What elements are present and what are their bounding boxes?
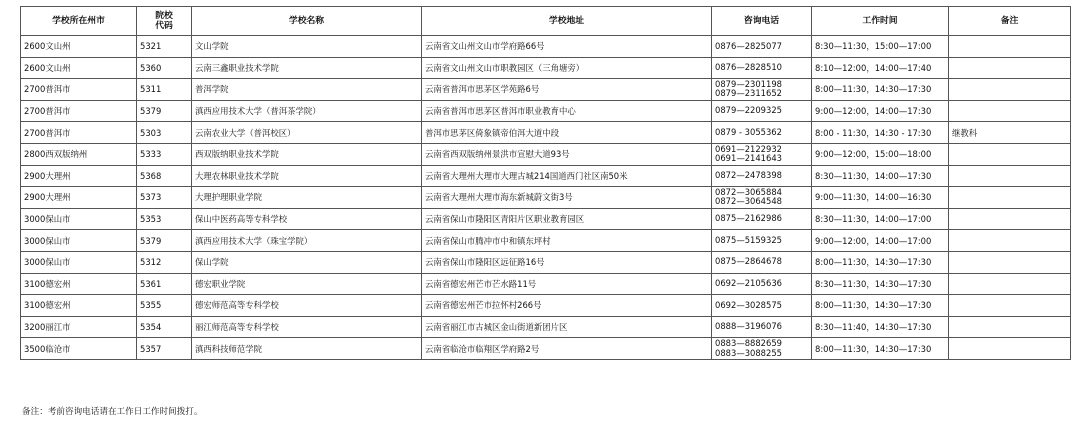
school-contact-table bbox=[20, 6, 1071, 360]
cell-address: 云南省保山市隆阳区青阳片区职业教育园区 bbox=[422, 208, 712, 230]
table-row bbox=[21, 273, 1071, 295]
cell-code: 5303 bbox=[137, 122, 192, 144]
cell-address: 云南省临沧市临翔区学府路2号 bbox=[422, 338, 712, 360]
cell-phone bbox=[712, 338, 812, 360]
phone-number: 0875—2162986 bbox=[715, 213, 782, 224]
cell-code: 5361 bbox=[137, 273, 192, 295]
cell-hours: 8:00—11:30，14:30—17:30 bbox=[812, 79, 949, 101]
cell-remarks bbox=[949, 208, 1071, 230]
cell-hours: 8:10—12:00，14:00—17:40 bbox=[812, 57, 949, 79]
cell-remarks bbox=[949, 338, 1071, 360]
cell-city: 3000保山市 bbox=[21, 208, 137, 230]
phone-number: 0692—2105636 bbox=[715, 278, 782, 289]
cell-remarks bbox=[949, 100, 1071, 122]
cell-city: 2600文山州 bbox=[21, 57, 137, 79]
cell-city: 3000保山市 bbox=[21, 251, 137, 273]
table-row bbox=[21, 165, 1071, 187]
phone-number: 0872—2478398 bbox=[715, 170, 782, 181]
cell-city: 2700普洱市 bbox=[21, 122, 137, 144]
phone-number: 0872—3065884 bbox=[715, 186, 782, 197]
cell-address: 云南省文山州文山市职教园区（三角塘旁） bbox=[422, 57, 712, 79]
cell-address: 云南省西双版纳州景洪市宣慰大道93号 bbox=[422, 143, 712, 165]
cell-hours: 9:00—11:30，14:00—16:30 bbox=[812, 187, 949, 209]
cell-school-name: 德宏职业学院 bbox=[192, 273, 422, 295]
cell-code: 5373 bbox=[137, 187, 192, 209]
cell-address: 云南省保山市腾冲市中和镇东坪村 bbox=[422, 230, 712, 252]
header-code bbox=[137, 7, 192, 36]
table-header-row bbox=[21, 7, 1071, 36]
cell-hours: 8:30—11:30，15:00—17:00 bbox=[812, 36, 949, 58]
cell-city: 2800西双版纳州 bbox=[21, 143, 137, 165]
phone-number: 0875—5159325 bbox=[715, 234, 782, 245]
table-row bbox=[21, 143, 1071, 165]
phone-number: 0879—2301198 bbox=[715, 78, 782, 89]
cell-phone bbox=[712, 79, 812, 101]
cell-phone bbox=[712, 251, 812, 273]
cell-phone bbox=[712, 208, 812, 230]
phone-number: 0691—2122932 bbox=[715, 143, 782, 154]
phone-number: 0692—3028575 bbox=[715, 299, 782, 310]
cell-school-name: 滇西应用技术大学（普洱茶学院） bbox=[192, 100, 422, 122]
cell-remarks bbox=[949, 57, 1071, 79]
cell-phone bbox=[712, 122, 812, 144]
header-name: 学校名称 bbox=[192, 7, 422, 36]
school-table-container bbox=[20, 6, 1070, 360]
table-row bbox=[21, 122, 1071, 144]
cell-school-name: 云南三鑫职业技术学院 bbox=[192, 57, 422, 79]
cell-code: 5379 bbox=[137, 230, 192, 252]
cell-hours: 9:00—12:00，14:00—17:30 bbox=[812, 100, 949, 122]
cell-code: 5360 bbox=[137, 57, 192, 79]
cell-remarks: 继教科 bbox=[949, 122, 1071, 144]
phone-number: 0883—8882659 bbox=[715, 338, 782, 349]
cell-hours: 8:30—11:30，14:30—17:30 bbox=[812, 273, 949, 295]
cell-city: 3100德宏州 bbox=[21, 273, 137, 295]
phone-number: 0691—2141643 bbox=[715, 153, 782, 164]
table-row bbox=[21, 57, 1071, 79]
cell-code: 5357 bbox=[137, 338, 192, 360]
phone-number: 0876—2828510 bbox=[715, 62, 782, 73]
cell-code: 5333 bbox=[137, 143, 192, 165]
cell-address: 云南省德宏州芒市拉怀村266号 bbox=[422, 295, 712, 317]
cell-city: 3100德宏州 bbox=[21, 295, 137, 317]
table-row bbox=[21, 187, 1071, 209]
cell-remarks bbox=[949, 251, 1071, 273]
table-row bbox=[21, 79, 1071, 101]
table-row bbox=[21, 36, 1071, 58]
cell-remarks bbox=[949, 36, 1071, 58]
cell-hours: 8:00—11:30，14:30—17:30 bbox=[812, 251, 949, 273]
cell-city: 2900大理州 bbox=[21, 187, 137, 209]
cell-address: 普洱市思茅区倚象镇帝伯洱大道中段 bbox=[422, 122, 712, 144]
cell-school-name: 保山中医药高等专科学校 bbox=[192, 208, 422, 230]
cell-school-name: 保山学院 bbox=[192, 251, 422, 273]
header-code-line1: 院校 bbox=[155, 11, 173, 21]
cell-city: 2600文山州 bbox=[21, 36, 137, 58]
cell-phone bbox=[712, 273, 812, 295]
phone-number: 0883—3088255 bbox=[715, 347, 782, 358]
cell-code: 5355 bbox=[137, 295, 192, 317]
footnote: 备注：考前咨询电话请在工作日工作时间拨打。 bbox=[22, 407, 203, 417]
cell-code: 5311 bbox=[137, 79, 192, 101]
cell-phone bbox=[712, 165, 812, 187]
cell-remarks bbox=[949, 79, 1071, 101]
cell-hours: 8:00—11:30，14:30—17:30 bbox=[812, 338, 949, 360]
cell-code: 5354 bbox=[137, 316, 192, 338]
table-row bbox=[21, 230, 1071, 252]
cell-school-name: 德宏师范高等专科学校 bbox=[192, 295, 422, 317]
phone-number: 0888—3196076 bbox=[715, 321, 782, 332]
table-row bbox=[21, 100, 1071, 122]
phone-number: 0876—2825077 bbox=[715, 40, 782, 51]
cell-school-name: 大理护理职业学院 bbox=[192, 187, 422, 209]
cell-remarks bbox=[949, 143, 1071, 165]
cell-city: 2900大理州 bbox=[21, 165, 137, 187]
cell-remarks bbox=[949, 187, 1071, 209]
phone-number: 0879—2311652 bbox=[715, 88, 782, 99]
phone-number: 0875—2864678 bbox=[715, 256, 782, 267]
cell-phone bbox=[712, 100, 812, 122]
cell-address: 云南省保山市隆阳区远征路16号 bbox=[422, 251, 712, 273]
cell-remarks bbox=[949, 165, 1071, 187]
table-body bbox=[21, 36, 1071, 360]
cell-code: 5312 bbox=[137, 251, 192, 273]
phone-number: 0879—2209325 bbox=[715, 105, 782, 116]
header-phone: 咨询电话 bbox=[712, 7, 812, 36]
cell-address: 云南省普洱市思茅区学苑路6号 bbox=[422, 79, 712, 101]
cell-remarks bbox=[949, 316, 1071, 338]
cell-hours: 8:30—11:30，14:00—17:30 bbox=[812, 165, 949, 187]
cell-hours: 9:00—12:00，15:00—18:00 bbox=[812, 143, 949, 165]
cell-city: 2700普洱市 bbox=[21, 100, 137, 122]
cell-phone bbox=[712, 295, 812, 317]
cell-school-name: 大理农林职业技术学院 bbox=[192, 165, 422, 187]
cell-phone bbox=[712, 230, 812, 252]
phone-number: 0879 - 3055362 bbox=[715, 126, 782, 137]
cell-address: 云南省大理州大理市大理古城214国道西门社区南50米 bbox=[422, 165, 712, 187]
cell-school-name: 文山学院 bbox=[192, 36, 422, 58]
cell-hours: 9:00—12:00，14:00—17:00 bbox=[812, 230, 949, 252]
cell-remarks bbox=[949, 230, 1071, 252]
header-address: 学校地址 bbox=[422, 7, 712, 36]
cell-address: 云南省丽江市古城区金山街道新团片区 bbox=[422, 316, 712, 338]
header-city: 学校所在州市 bbox=[21, 7, 137, 36]
cell-phone bbox=[712, 187, 812, 209]
cell-city: 3500临沧市 bbox=[21, 338, 137, 360]
cell-hours: 8:00 - 11:30，14:30 - 17:30 bbox=[812, 122, 949, 144]
table-row bbox=[21, 208, 1071, 230]
cell-school-name: 滇西科技师范学院 bbox=[192, 338, 422, 360]
cell-code: 5368 bbox=[137, 165, 192, 187]
header-code-line2: 代码 bbox=[155, 21, 173, 31]
table-row bbox=[21, 338, 1071, 360]
cell-phone bbox=[712, 316, 812, 338]
table-row bbox=[21, 316, 1071, 338]
cell-remarks bbox=[949, 295, 1071, 317]
cell-city: 3000保山市 bbox=[21, 230, 137, 252]
cell-address: 云南省大理州大理市海东新城蔚文街3号 bbox=[422, 187, 712, 209]
cell-hours: 8:30—11:40，14:30—17:30 bbox=[812, 316, 949, 338]
cell-hours: 8:30—11:30，14:00—17:00 bbox=[812, 208, 949, 230]
cell-remarks bbox=[949, 273, 1071, 295]
table-row bbox=[21, 251, 1071, 273]
table-row bbox=[21, 295, 1071, 317]
cell-school-name: 云南农业大学（普洱校区） bbox=[192, 122, 422, 144]
header-hours: 工作时间 bbox=[812, 7, 949, 36]
cell-code: 5321 bbox=[137, 36, 192, 58]
cell-address: 云南省德宏州芒市芒水路11号 bbox=[422, 273, 712, 295]
cell-phone bbox=[712, 143, 812, 165]
cell-school-name: 西双版纳职业技术学院 bbox=[192, 143, 422, 165]
cell-school-name: 滇西应用技术大学（珠宝学院） bbox=[192, 230, 422, 252]
cell-phone bbox=[712, 57, 812, 79]
cell-address: 云南省文山州文山市学府路66号 bbox=[422, 36, 712, 58]
phone-number: 0872—3064548 bbox=[715, 196, 782, 207]
cell-school-name: 普洱学院 bbox=[192, 79, 422, 101]
cell-code: 5353 bbox=[137, 208, 192, 230]
cell-hours: 8:00—11:30，14:30—17:30 bbox=[812, 295, 949, 317]
cell-code: 5379 bbox=[137, 100, 192, 122]
cell-city: 2700普洱市 bbox=[21, 79, 137, 101]
cell-address: 云南省普洱市思茅区普洱市职业教育中心 bbox=[422, 100, 712, 122]
cell-city: 3200丽江市 bbox=[21, 316, 137, 338]
cell-school-name: 丽江师范高等专科学校 bbox=[192, 316, 422, 338]
cell-phone bbox=[712, 36, 812, 58]
header-remarks: 备注 bbox=[949, 7, 1071, 36]
